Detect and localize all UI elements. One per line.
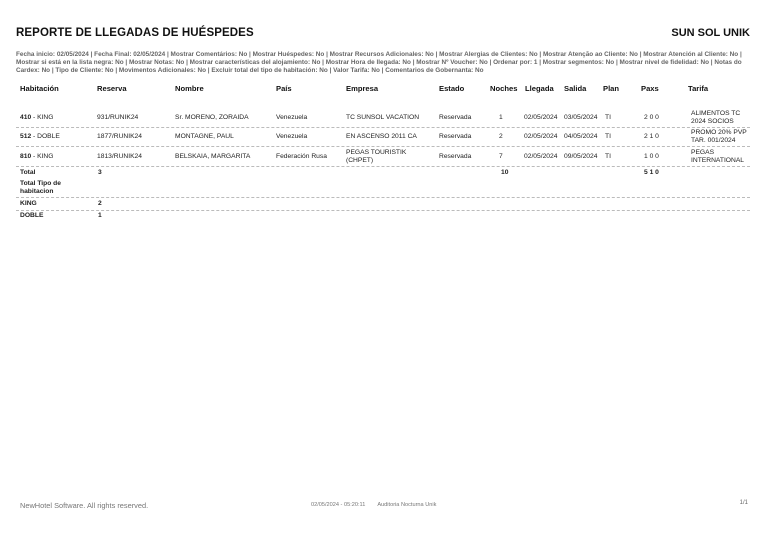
col-estado: Estado [439, 84, 465, 93]
nombre-cell: BELSKAIA, MARGARITA [175, 153, 251, 160]
col-tarifa: Tarifa [688, 84, 709, 93]
plan-cell: TI [605, 153, 611, 160]
col-empresa: Empresa [346, 84, 379, 93]
pais-cell: Federación Rusa [276, 153, 327, 160]
room-number: 810 [20, 153, 32, 160]
paxs-cell: 2 0 0 [644, 114, 659, 121]
tarifa-cell: ALIMENTOS TC 2024 SOCIOS [691, 110, 741, 125]
total-label: Total [20, 169, 36, 176]
empresa-cell: TC SUNSOL VACATION [346, 114, 420, 121]
room-type-row [16, 212, 750, 222]
room-type-row [16, 200, 750, 210]
col-llegada: Llegada [525, 84, 554, 93]
room-type-count: 1 [98, 212, 102, 219]
col-plan: Plan [603, 84, 620, 93]
total-noches: 10 [501, 169, 509, 176]
room-number: 410 [20, 114, 32, 121]
total-row [16, 169, 750, 179]
footer-info [311, 502, 436, 508]
estado-cell: Reservada [439, 133, 472, 140]
pais-cell: Venezuela [276, 133, 308, 140]
col-nombre: Nombre [175, 84, 204, 93]
salida-cell: 09/05/2024 [564, 153, 598, 160]
table-header [16, 84, 750, 96]
llegada-cell: 02/05/2024 [524, 133, 558, 140]
row-divider [16, 146, 750, 147]
report-title: REPORTE DE LLEGADAS DE HUÉSPEDES [16, 27, 254, 39]
col-pais: País [276, 84, 292, 93]
noches-cell: 1 [499, 114, 503, 121]
salida-cell: 03/05/2024 [564, 114, 598, 121]
col-habitacion: Habitación [20, 84, 59, 93]
table-row [16, 109, 750, 127]
table-row [16, 148, 750, 166]
footer-datetime: 02/05/2024 - 05:20:11 [311, 502, 366, 508]
page-number: 1/1 [739, 500, 748, 506]
total-paxs: 5 1 0 [644, 169, 659, 176]
total-room-type-row [16, 180, 750, 196]
room-number: 512 [20, 133, 32, 140]
total-room-type-label: Total Tipo de habitacion [20, 180, 61, 195]
room-type-count: 2 [98, 200, 102, 207]
estado-cell: Reservada [439, 153, 472, 160]
row-divider [16, 210, 750, 211]
empresa-cell: PEGAS TOURISTIK (CHPET) [346, 149, 407, 164]
reserva-cell: 1877/RUNIK24 [97, 133, 142, 140]
tarifa-cell: PEGAS INTERNATIONAL [691, 149, 745, 164]
plan-cell: TI [605, 114, 611, 121]
room-type: - KING [31, 114, 54, 121]
total-reservas: 3 [98, 169, 102, 176]
tarifa-cell: PROMO 20% PVP TAR. 001/2024 [691, 129, 747, 144]
col-paxs: Paxs [641, 84, 659, 93]
room-type-name: KING [20, 200, 37, 207]
reserva-cell: 1813/RUNIK24 [97, 153, 142, 160]
estado-cell: Reservada [439, 114, 472, 121]
hotel-name: SUN SOL UNIK [671, 27, 750, 39]
col-reserva: Reserva [97, 84, 127, 93]
report-filters: Fecha inicio: 02/05/2024 | Fecha Final: 02/05/2024 | Mostrar Comentários: No | Mostrar Huéspedes: No | Mostrar Recursos Adicionales: No | Mostrar Alergias de Clientes: No | Mostrar Atenção ao Cliente: No | Mostrar Atención al Cliente: No | Mostrar si está en la lista negra: No | Mostrar Notas: No | Mostrar características del alojamiento: No | Mostrar Hora de llegada: No | Mostrar Nº Voucher: No | Ordenar por: 1 | Mostrar segmentos: No | Mostrar nivel de fidelidad: No | Notas do Cardex: No | Tipo de Cliente: No | Movimentos Adicionales: No | Excluir total del tipo de habitación: No | Valor Tarifa: No | Comentarios de Gobernanta: No [16, 51, 742, 74]
footer-audit: Auditoria Nocturna Unik [377, 502, 437, 508]
llegada-cell: 02/05/2024 [524, 153, 558, 160]
room-type-name: DOBLE [20, 212, 44, 219]
salida-cell: 04/05/2024 [564, 133, 598, 140]
nombre-cell: MONTAGNE, PAUL [175, 133, 234, 140]
plan-cell: TI [605, 133, 611, 140]
row-divider [16, 197, 750, 198]
llegada-cell: 02/05/2024 [524, 114, 558, 121]
noches-cell: 7 [499, 153, 503, 160]
room-type: - KING [31, 153, 54, 160]
footer-brand: NewHotel Software. All rights reserved. [20, 501, 149, 510]
col-noches: Noches [490, 84, 518, 93]
empresa-cell: EN ASCENSO 2011 CA [346, 133, 417, 140]
report-header [16, 27, 750, 43]
nombre-cell: Sr. MORENO, ZORAIDA [175, 114, 249, 121]
paxs-cell: 2 1 0 [644, 133, 659, 140]
paxs-cell: 1 0 0 [644, 153, 659, 160]
reserva-cell: 931/RUNIK24 [97, 114, 139, 121]
table-row [16, 128, 750, 146]
noches-cell: 2 [499, 133, 503, 140]
report-page [16, 0, 750, 543]
col-salida: Salida [564, 84, 587, 93]
row-divider [16, 166, 750, 167]
room-type: - DOBLE [31, 133, 60, 140]
pais-cell: Venezuela [276, 114, 308, 121]
